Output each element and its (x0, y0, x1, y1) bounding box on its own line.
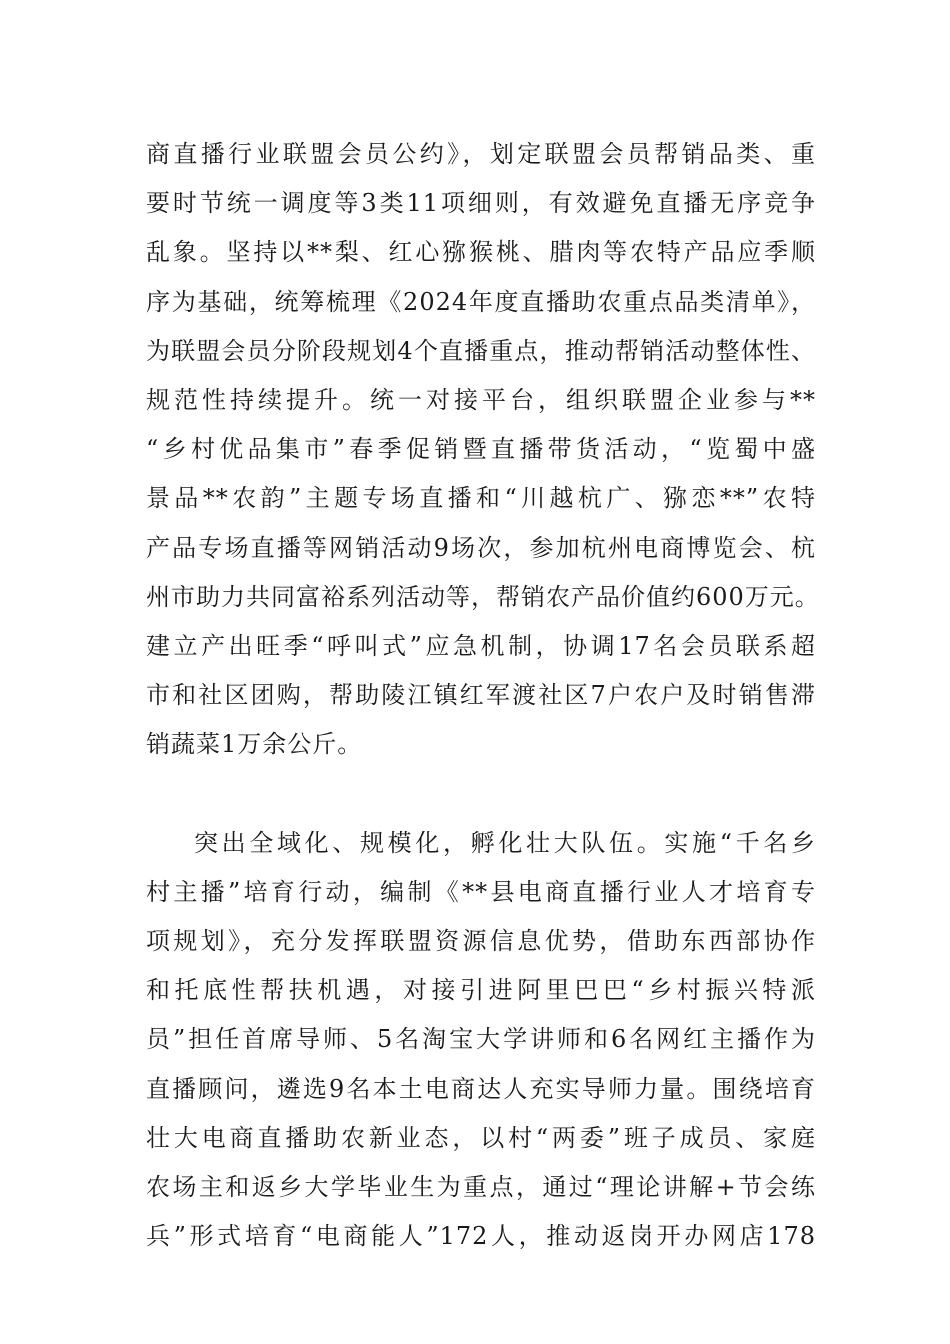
text-line: 突出全域化、规模化，孵化壮大队伍。实施“千名乡 (194, 828, 816, 857)
text-line: 员”担任首席导师、5名淘宝大学讲师和6名网红主播作为 (146, 1025, 816, 1054)
text-line: 销蔬菜1万余公斤。 (146, 730, 363, 759)
text-line: “乡村优品集市”春季促销暨直播带货活动，“览蜀中盛 (146, 435, 816, 464)
text-line: 景品**农韵”主题专场直播和“川越杭广、猕恋**”农特 (146, 484, 816, 513)
paragraph-spacer (146, 769, 816, 818)
text-line: 为联盟会员分阶段规划4个直播重点，推动帮销活动整体性、 (146, 336, 816, 365)
text-line: 市和社区团购，帮助陵江镇红军渡社区7户农户及时销售滞 (146, 681, 816, 710)
text-line: 项规划》，充分发挥联盟资源信息优势，借助东西部协作 (146, 927, 816, 955)
text-line: 和托底性帮扶机遇，对接引进阿里巴巴“乡村振兴特派 (146, 976, 816, 1005)
paragraph-1 (146, 130, 820, 769)
text-line: 规范性持续提升。统一对接平台，组织联盟企业参与** (146, 385, 816, 414)
text-line: 州市助力共同富裕系列活动等，帮销农产品价值约600万元。 (146, 582, 820, 611)
text-line: 村主播”培育行动，编制《**县电商直播行业人才培育专 (146, 877, 816, 906)
text-line: 产品专场直播等网销活动9场次，参加杭州电商博览会、杭 (146, 533, 816, 562)
body-text (146, 130, 820, 1261)
text-line: 农场主和返乡大学毕业生为重点，通过“理论讲解+节会练 (146, 1172, 816, 1201)
text-line: 壮大电商直播助农新业态，以村“两委”班子成员、家庭 (146, 1123, 816, 1152)
text-line: 兵”形式培育“电商能人”172人，推动返岗开办网店178 (146, 1222, 816, 1251)
text-line: 直播顾问，遴选9名本土电商达人充实导师力量。围绕培育 (146, 1074, 816, 1103)
text-line: 建立产出旺季“呼叫式”应急机制，协调17名会员联系超 (146, 631, 816, 660)
paragraph-2 (146, 819, 816, 1262)
text-line: 商直播行业联盟会员公约》，划定联盟会员帮销品类、重 (146, 140, 816, 168)
text-line: 乱象。坚持以**梨、红心猕猴桃、腊肉等农特产品应季顺 (146, 238, 816, 267)
text-line: 要时节统一调度等3类11项细则，有效避免直播无序竞争 (146, 189, 816, 218)
text-line: 序为基础，统筹梳理《2024年度直播助农重点品类清单》， (146, 287, 816, 316)
